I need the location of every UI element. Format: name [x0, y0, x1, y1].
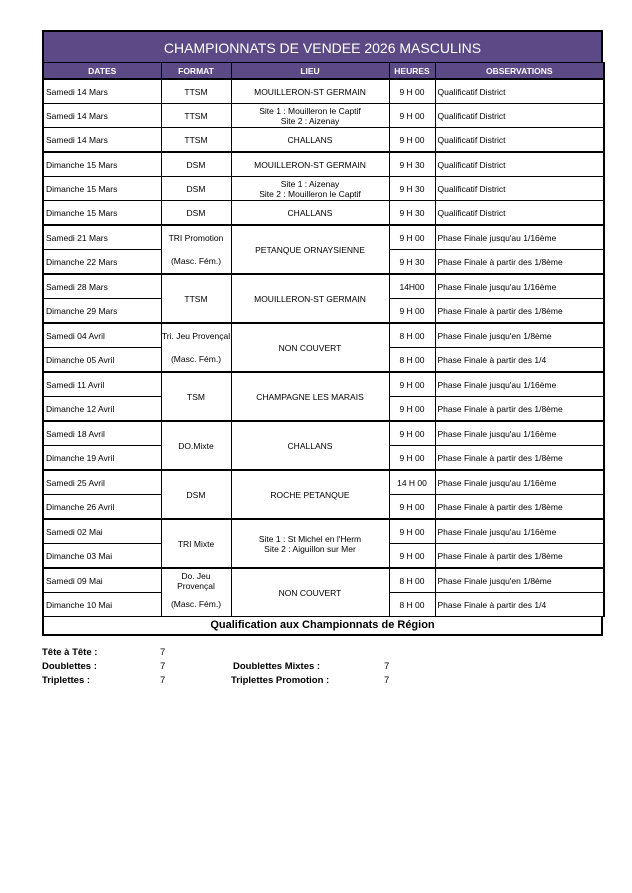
observation-cell: Qualificatif District	[435, 177, 604, 201]
format-cell: DSM	[161, 177, 231, 201]
heure-cell: 9 H 00	[389, 128, 435, 153]
schedule-body	[43, 79, 604, 617]
heure-cell: 9 H 00	[389, 397, 435, 422]
format-cell	[161, 568, 231, 617]
date-cell: Samedi 18 Avril	[43, 421, 161, 446]
heure-cell: 8 H 00	[389, 568, 435, 593]
lieu-cell	[231, 177, 389, 201]
observation-cell: Phase Finale jusqu'au 1/16ème	[435, 225, 604, 250]
table-row	[43, 323, 604, 348]
lieu-cell	[231, 519, 389, 568]
date-cell: Dimanche 22 Mars	[43, 250, 161, 275]
heure-cell: 9 H 00	[389, 544, 435, 569]
format-wrap	[162, 569, 231, 615]
heure-cell: 9 H 00	[389, 104, 435, 128]
lieu-cell-line: Site 1 : Aizenay	[280, 178, 340, 189]
table-row	[43, 152, 604, 177]
observation-cell: Phase Finale à partir des 1/8ème	[435, 299, 604, 324]
format-line: DO.Mixte	[178, 440, 214, 451]
qualification-banner: Qualification aux Championnats de Région	[42, 617, 603, 636]
lieu-cell-line: Site 1 : St Michel en l'Herm	[258, 533, 362, 544]
header-dates: DATES	[43, 63, 161, 80]
quota-doublettes-label: Doublettes :	[42, 661, 97, 672]
heure-cell: 9 H 00	[389, 372, 435, 397]
observation-cell: Phase Finale à partir des 1/8ème	[435, 544, 604, 569]
format-line: Tri. Jeu Provençal	[161, 330, 231, 341]
date-cell: Dimanche 15 Mars	[43, 201, 161, 226]
date-cell: Samedi 04 Avril	[43, 323, 161, 348]
observation-cell: Phase Finale à partir des 1/4	[435, 593, 604, 617]
heure-cell: 9 H 00	[389, 299, 435, 324]
schedule-sheet	[42, 30, 603, 636]
table-row	[43, 201, 604, 226]
header-row	[43, 63, 604, 80]
table-row	[43, 104, 604, 128]
observation-cell: Phase Finale jusqu'au 1/16ème	[435, 372, 604, 397]
observation-cell: Phase Finale jusqu'en 1/8ème	[435, 323, 604, 348]
heure-cell: 14 H 00	[389, 470, 435, 495]
observation-cell: Phase Finale à partir des 1/8ème	[435, 397, 604, 422]
lieu-cell	[231, 79, 389, 104]
date-cell: Dimanche 26 Avril	[43, 495, 161, 520]
table-row	[43, 274, 604, 299]
page-title: CHAMPIONNATS DE VENDEE 2026 MASCULINS	[42, 30, 603, 62]
lieu-cell-line: ROCHE PETANQUE	[270, 489, 350, 500]
quota-triplettes-value: 7	[160, 675, 166, 686]
quota-tete-label: Tête à Tête :	[42, 647, 98, 658]
format-cell	[161, 225, 231, 274]
heure-cell: 9 H 00	[389, 421, 435, 446]
quota-triplettes-promotion-value: 7	[384, 675, 390, 686]
lieu-cell	[231, 323, 389, 372]
format-cell: TTSM	[161, 128, 231, 153]
lieu-cell	[231, 152, 389, 177]
table-row	[43, 128, 604, 153]
lieu-cell-line: Site 2 : Mouilleron le Captif	[259, 188, 361, 199]
format-wrap	[162, 226, 231, 272]
date-cell: Samedi 14 Mars	[43, 79, 161, 104]
lieu-cell-line: CHALLANS	[287, 134, 333, 145]
observation-cell: Phase Finale à partir des 1/8ème	[435, 250, 604, 275]
lieu-cell-line: MOUILLERON-ST GERMAIN	[254, 293, 366, 304]
date-cell: Dimanche 10 Mai	[43, 593, 161, 617]
format-cell: DSM	[161, 201, 231, 226]
quota-doublettes-mixtes-value: 7	[384, 661, 390, 672]
format-line: Do. Jeu Provençal	[177, 570, 215, 591]
heure-cell: 9 H 00	[389, 225, 435, 250]
quota-triplettes-label: Triplettes :	[42, 675, 91, 686]
lieu-cell	[231, 372, 389, 421]
format-wrap	[162, 324, 231, 370]
date-cell: Samedi 21 Mars	[43, 225, 161, 250]
format-cell: TTSM	[161, 104, 231, 128]
lieu-cell-line: Site 2 : Aizenay	[280, 115, 340, 126]
observation-cell: Phase Finale à partir des 1/8ème	[435, 495, 604, 520]
heure-cell: 9 H 30	[389, 250, 435, 275]
quota-tete-value: 7	[160, 647, 166, 658]
format-cell: TTSM	[161, 79, 231, 104]
lieu-cell-line: CHALLANS	[287, 440, 333, 451]
quota-doublettes-mixtes-label: Doublettes Mixtes :	[233, 661, 321, 672]
table-row	[43, 519, 604, 544]
header-observations: OBSERVATIONS	[435, 63, 604, 80]
date-cell: Dimanche 12 Avril	[43, 397, 161, 422]
lieu-cell	[231, 225, 389, 274]
date-cell: Samedi 09 Mai	[43, 568, 161, 593]
heure-cell: 9 H 00	[389, 495, 435, 520]
date-cell: Dimanche 29 Mars	[43, 299, 161, 324]
heure-cell: 9 H 00	[389, 79, 435, 104]
observation-cell: Phase Finale jusqu'au 1/16ème	[435, 519, 604, 544]
format-line: TSM	[187, 391, 205, 402]
lieu-cell-line: NON COUVERT	[278, 342, 342, 353]
date-cell: Samedi 25 Avril	[43, 470, 161, 495]
date-cell: Dimanche 19 Avril	[43, 446, 161, 471]
observation-cell: Phase Finale à partir des 1/4	[435, 348, 604, 373]
lieu-cell-line: CHAMPAGNE LES MARAIS	[256, 391, 364, 402]
table-row	[43, 421, 604, 446]
lieu-cell	[231, 470, 389, 519]
table-row	[43, 225, 604, 250]
format-line: DSM	[186, 489, 206, 500]
date-cell: Samedi 02 Mai	[43, 519, 161, 544]
date-cell: Dimanche 03 Mai	[43, 544, 161, 569]
heure-cell: 9 H 30	[389, 177, 435, 201]
heure-cell: 14H00	[389, 274, 435, 299]
format-cell	[161, 470, 231, 519]
format-line: (Masc. Fém.)	[170, 353, 222, 364]
observation-cell: Qualificatif District	[435, 201, 604, 226]
date-cell: Samedi 28 Mars	[43, 274, 161, 299]
table-row	[43, 568, 604, 593]
lieu-cell	[231, 104, 389, 128]
format-line: TRI Promotion	[168, 232, 224, 243]
format-cell	[161, 519, 231, 568]
lieu-cell-line: MOUILLERON-ST GERMAIN	[254, 159, 366, 170]
heure-cell: 8 H 00	[389, 593, 435, 617]
table-row	[43, 79, 604, 104]
lieu-cell	[231, 201, 389, 226]
lieu-cell-line: PETANQUE ORNAYSIENNE	[255, 244, 365, 255]
table-row	[43, 372, 604, 397]
lieu-cell-line: Site 2 : Aiguillon sur Mer	[264, 543, 356, 554]
lieu-cell-line: CHALLANS	[287, 207, 333, 218]
format-cell	[161, 323, 231, 372]
lieu-cell-line: Site 1 : Mouilleron le Captif	[259, 105, 361, 116]
date-cell: Dimanche 05 Avril	[43, 348, 161, 373]
lieu-cell-line: NON COUVERT	[278, 587, 342, 598]
format-cell: DSM	[161, 152, 231, 177]
lieu-cell	[231, 128, 389, 153]
observation-cell: Phase Finale jusqu'en 1/8ème	[435, 568, 604, 593]
date-cell: Samedi 14 Mars	[43, 104, 161, 128]
heure-cell: 8 H 00	[389, 323, 435, 348]
date-cell: Samedi 14 Mars	[43, 128, 161, 153]
lieu-cell-line: MOUILLERON-ST GERMAIN	[254, 86, 366, 97]
observation-cell: Phase Finale jusqu'au 1/16ème	[435, 274, 604, 299]
format-cell	[161, 274, 231, 323]
header-lieu: LIEU	[231, 63, 389, 80]
heure-cell: 9 H 00	[389, 519, 435, 544]
observation-cell: Qualificatif District	[435, 152, 604, 177]
observation-cell: Qualificatif District	[435, 79, 604, 104]
lieu-cell	[231, 274, 389, 323]
heure-cell: 9 H 30	[389, 201, 435, 226]
lieu-cell	[231, 568, 389, 617]
format-line: TTSM	[184, 293, 208, 304]
lieu-cell	[231, 421, 389, 470]
date-cell: Dimanche 15 Mars	[43, 152, 161, 177]
observation-cell: Phase Finale jusqu'au 1/16ème	[435, 421, 604, 446]
schedule-table	[42, 62, 605, 617]
format-cell	[161, 372, 231, 421]
heure-cell: 9 H 00	[389, 446, 435, 471]
date-cell: Dimanche 15 Mars	[43, 177, 161, 201]
quota-triplettes-promotion-label: Triplettes Promotion :	[231, 675, 330, 686]
table-row	[43, 177, 604, 201]
format-line: (Masc. Fém.)	[170, 598, 222, 609]
observation-cell: Qualificatif District	[435, 128, 604, 153]
format-cell	[161, 421, 231, 470]
heure-cell: 8 H 00	[389, 348, 435, 373]
observation-cell: Qualificatif District	[435, 104, 604, 128]
observation-cell: Phase Finale à partir des 1/8ème	[435, 446, 604, 471]
format-line: TRI Mixte	[177, 538, 215, 549]
date-cell: Samedi 11 Avril	[43, 372, 161, 397]
format-line: (Masc. Fém.)	[170, 255, 222, 266]
header-format: FORMAT	[161, 63, 231, 80]
header-heures: HEURES	[389, 63, 435, 80]
heure-cell: 9 H 30	[389, 152, 435, 177]
quota-doublettes-value: 7	[160, 661, 166, 672]
observation-cell: Phase Finale jusqu'au 1/16ème	[435, 470, 604, 495]
table-row	[43, 470, 604, 495]
